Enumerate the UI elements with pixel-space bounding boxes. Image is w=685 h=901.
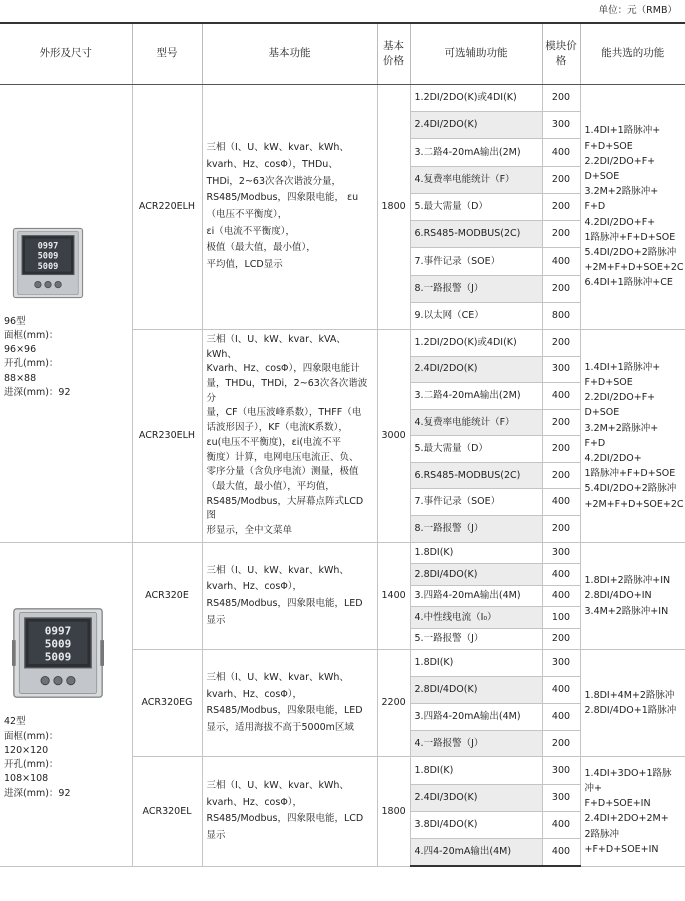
header-options: 可选辅助功能 [410,23,542,85]
option-price: 200 [542,436,580,463]
model-cell: ACR320E [132,542,202,650]
base-price-cell: 1400 [377,542,410,650]
combo-line: 2.2DI/2DO+F+ [584,155,656,167]
option-name: 4.复费率电能统计（F） [410,409,542,436]
combo-cell [580,650,685,757]
function-line: kvarh、Hz、cosΦ）， [206,688,303,700]
option-name: 2.8DI/4DO(K) [410,677,542,704]
function-line: 三相（I、U、kW、kvar、kWh、 [206,672,349,684]
option-price: 200 [542,628,580,650]
combo-line: F+D+SOE [584,377,633,389]
option-price: 400 [542,838,580,866]
model-cell: ACR320EG [132,650,202,757]
option-price: 400 [542,489,580,516]
option-price: 400 [542,585,580,607]
option-price: 400 [542,677,580,704]
function-line: 形显示，全中文菜单 [206,525,293,537]
combo-cell [580,757,685,866]
option-price: 100 [542,607,580,629]
option-name: 4.复费率电能统计（F） [410,166,542,193]
combo-line: 3.2M+2路脉冲+ [584,186,659,198]
option-name: 4.四4-20mA输出(4M) [410,838,542,866]
size-line: 120×120 [4,744,49,756]
combo-line: D+SOE [584,171,620,183]
size-line: 开孔(mm)： [4,358,59,370]
header-row [0,23,685,85]
option-price: 200 [542,462,580,489]
option-name: 3.二路4-20mA输出(2M) [410,383,542,410]
function-line: kvarh、Hz、cosΦ）， [206,796,303,808]
option-name: 3.二路4-20mA输出(2M) [410,139,542,166]
option-price: 400 [542,383,580,410]
combo-cell [580,542,685,650]
size-line: 108×108 [4,773,49,785]
function-line: RS485/Modbus，四象限电能，LCD [206,813,364,825]
function-line: （电压不平衡度）， [206,208,288,220]
function-line: 极值（最大值，最小值）， [206,242,316,254]
option-name: 5.一路报警（J） [410,628,542,650]
option-price: 800 [542,302,580,329]
combo-line: 4.2DI/2DO+F+ [584,216,656,228]
combo-line: 1.4DI+1路脉冲+ [584,125,661,137]
model-cell: ACR220ELH [132,85,202,330]
size-line: 面框(mm)： [4,730,59,742]
function-line: 衡度）计算，电网电压电流正、负、 [206,451,359,463]
option-name: 1.8DI(K) [410,757,542,784]
model-cell: ACR320EL [132,757,202,866]
unit-note: 单位：元（RMB） [598,5,677,16]
function-line: 显示 [206,614,226,626]
combo-cell [580,329,685,542]
option-price: 200 [542,166,580,193]
combo-line: 2.8DI/4DO+1路脉冲 [584,705,677,717]
option-price: 200 [542,221,580,248]
function-line: RS485/Modbus，四象限电能， εu [206,192,359,204]
option-price: 200 [542,193,580,220]
combo-line: +2M+F+D+SOE+2C [584,262,684,274]
option-row [0,542,685,564]
option-price: 300 [542,757,580,784]
option-name: 1.2DI/2DO(K)或4DI(K) [410,329,542,356]
option-name: 8.一路报警（J） [410,516,542,543]
function-line: 话波形因子），KF（电流K系数）， [206,422,348,434]
combo-line: F+D+SOE [584,140,633,152]
function-line: 显示，适用海拔不高于5000m区域 [206,722,354,733]
option-price: 300 [542,112,580,139]
size-line: 96×96 [4,344,37,356]
function-line: RS485/Modbus，大屏幕点阵式LCD图 [206,495,364,522]
combo-line: 1.8DI+2路脉冲+IN [584,575,671,587]
function-line: 零序分量（含负序电流）测量，极值 [206,466,359,478]
size-line: 96型 [4,315,26,327]
combo-line: F+D [584,201,606,213]
size-line: 88×88 [4,372,37,384]
function-line: εi（电流不平衡度）， [206,225,296,237]
base-price-cell: 3000 [377,329,410,542]
option-name: 6.RS485-MODBUS(2C) [410,462,542,489]
option-name: 2.4DI/3DO(K) [410,784,542,811]
function-cell [202,542,377,650]
function-line: 平均值，LCD显示 [206,258,283,270]
function-line: RS485/Modbus，四象限电能，LED [206,598,363,610]
base-price-cell: 2200 [377,650,410,757]
option-price: 400 [542,811,580,838]
combo-line: 5.4DI/2DO+2路脉冲 [584,483,677,495]
size-line: 进深(mm)：92 [4,787,71,799]
size-line: 面框(mm)： [4,329,59,341]
option-name: 6.RS485-MODBUS(2C) [410,221,542,248]
combo-line: 1.8DI+4M+2路脉冲 [584,690,675,702]
combo-line: 2.2DI/2DO+F+ [584,392,656,404]
size-line: 进深(mm)：92 [4,386,71,398]
combo-line: 1.4DI+3DO+1路脉冲+ [584,767,672,795]
option-name: 3.四路4-20mA输出(4M) [410,703,542,730]
svg-text:5009: 5009 [44,637,72,651]
option-price: 400 [542,248,580,275]
combo-line: D+SOE [584,407,620,419]
size-cell [0,542,132,866]
header-base-price: 基本价格 [377,23,410,85]
option-row [0,85,685,112]
header-shape: 外形及尺寸 [0,23,132,85]
option-name: 3.8DI/4DO(K) [410,811,542,838]
combo-line: 1路脉冲+F+D+SOE [584,468,676,480]
header-function: 基本功能 [202,23,377,85]
option-price: 200 [542,329,580,356]
option-name: 9.以太网（CE） [410,302,542,329]
function-line: εu(电压不平衡度)，εi(电流不平 [206,436,342,448]
function-cell [202,329,377,542]
option-name: 2.4DI/2DO(K) [410,356,542,383]
svg-text:5009: 5009 [37,261,59,272]
option-name: 7.事件记录（SOE） [410,489,542,516]
option-name: 1.2DI/2DO(K)或4DI(K) [410,85,542,112]
function-line: 量，CF（电压波峰系数），THFF（电 [206,407,362,419]
combo-line: 4.2DI/2DO+ [584,453,642,464]
function-line: kvarh、Hz、cosΦ）， [206,581,303,593]
option-price: 300 [542,784,580,811]
function-line: 三相（I、U、kW、kvar、kVA、kWh、 [206,333,346,360]
option-name: 1.8DI(K) [410,650,542,677]
combo-line: 1路脉冲+F+D+SOE [584,231,676,243]
meter-96-image [12,227,84,299]
function-line: 量，THDu，THDi，2~63次各次谐波分 [206,377,368,404]
base-price-cell: 1800 [377,757,410,866]
function-line: Kvarh、Hz、cosΦ），四象限电能计 [206,363,360,375]
option-name: 8.一路报警（J） [410,275,542,302]
option-name: 4.中性线电流（I₀） [410,607,542,629]
size-cell [0,85,132,543]
combo-line: 3.4M+2路脉冲+IN [584,605,669,617]
meter-120-image [12,607,104,699]
svg-text:5009: 5009 [37,251,59,262]
size-line: 开孔(mm)： [4,759,59,771]
function-cell [202,85,377,330]
option-name: 2.4DI/2DO(K) [410,112,542,139]
option-price: 400 [542,564,580,586]
combo-line: 3.2M+2路脉冲+ [584,422,659,434]
option-price: 400 [542,703,580,730]
function-cell [202,757,377,866]
option-price: 400 [542,139,580,166]
header-combo: 能共选的功能 [580,23,685,85]
option-price: 200 [542,730,580,757]
option-price: 200 [542,409,580,436]
option-name: 3.四路4-20mA输出(4M) [410,585,542,607]
function-line: RS485/Modbus，四象限电能，LED [206,705,363,717]
option-price: 200 [542,275,580,302]
function-line: kvarh、Hz、cosΦ），THDu、 [206,159,338,171]
function-line: 三相（I、U、kW、kvar、kWh、 [206,142,349,154]
svg-text:5009: 5009 [44,650,72,664]
combo-line: 2.4DI+2DO+2M+ [584,813,669,825]
combo-cell [580,85,685,330]
option-name: 2.8DI/4DO(K) [410,564,542,586]
svg-text:0997: 0997 [44,624,72,638]
base-price-cell: 1800 [377,85,410,330]
svg-text:0997: 0997 [37,241,59,252]
header-model: 型号 [132,23,202,85]
option-price: 200 [542,516,580,543]
option-name: 7.事件记录（SOE） [410,248,542,275]
option-price: 300 [542,542,580,564]
combo-line: 2.8DI/4DO+IN [584,590,652,602]
combo-line: 1.4DI+1路脉冲+ [584,361,661,373]
combo-line: F+D+SOE+IN [584,798,651,810]
option-name: 4.一路报警（J） [410,730,542,757]
option-name: 5.最大需量（D） [410,193,542,220]
size-line: 42型 [4,716,26,728]
option-name: 5.最大需量（D） [410,436,542,463]
option-price: 300 [542,356,580,383]
combo-line: 6.4DI+1路脉冲+CE [584,277,673,289]
price-table [0,22,685,867]
combo-line: 5.4DI/2DO+2路脉冲 [584,246,677,258]
combo-line: +2M+F+D+SOE+2C [584,498,684,510]
header-module-price: 模块价格 [542,23,580,85]
model-cell: ACR230ELH [132,329,202,542]
function-line: （最大值，最小值），平均值， [206,480,335,492]
function-line: THDi，2~63次各次谐波分量， [206,175,341,187]
option-price: 300 [542,650,580,677]
function-line: 三相（I、U、kW、kvar、kWh、 [206,780,349,792]
function-cell [202,650,377,757]
combo-line: 2路脉冲+F+D+SOE+IN [584,828,659,855]
combo-line: F+D [584,437,606,449]
function-line: 显示 [206,830,226,842]
option-name: 1.8DI(K) [410,542,542,564]
option-price: 200 [542,85,580,112]
function-line: 三相（I、U、kW、kvar、kWh、 [206,564,349,576]
